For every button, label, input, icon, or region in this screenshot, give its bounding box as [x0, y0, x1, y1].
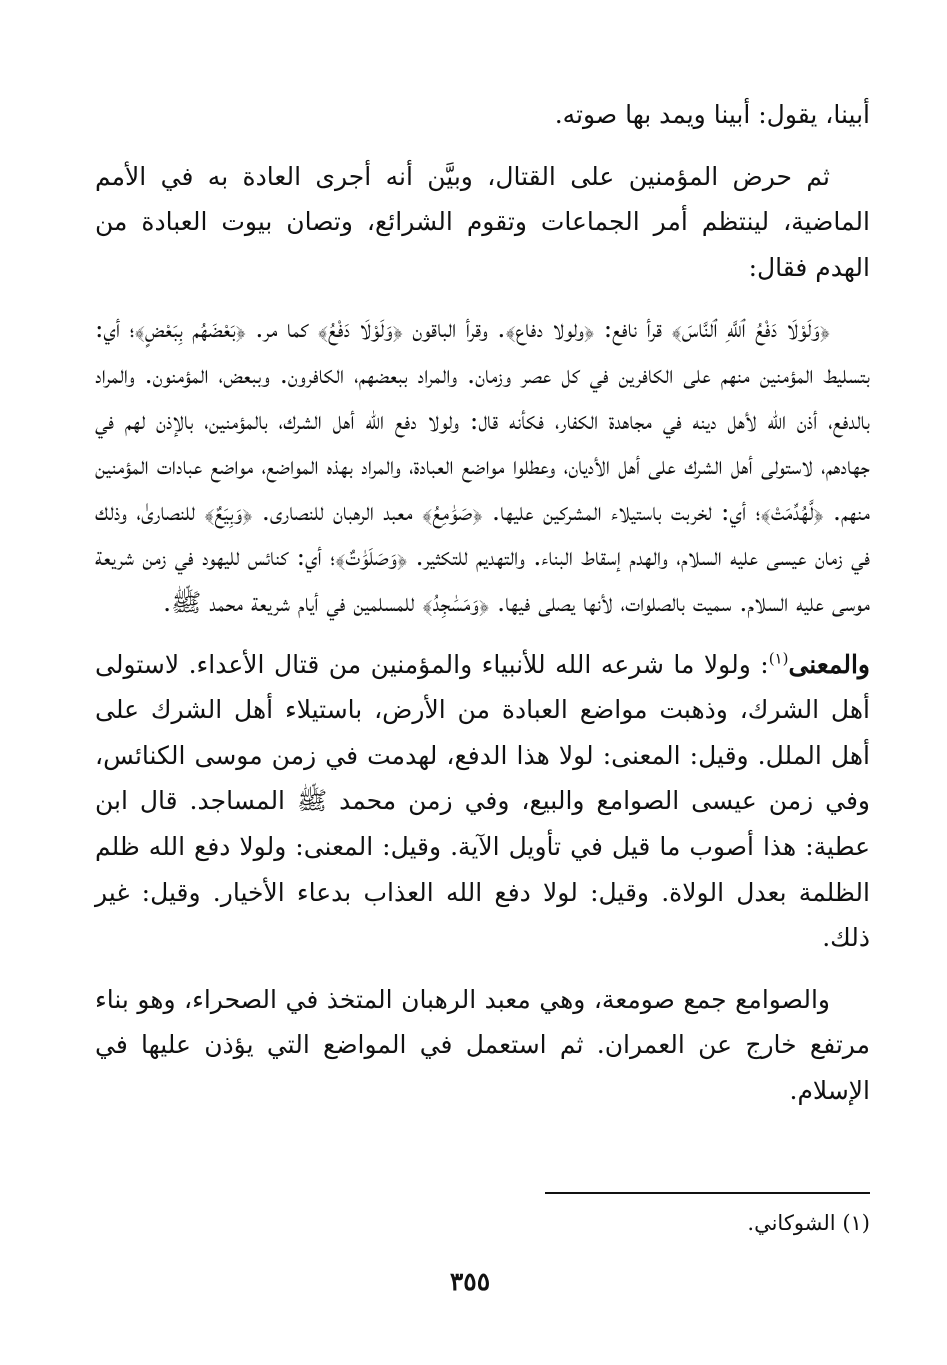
paragraph-4-lead: والمعنى	[788, 649, 870, 679]
paragraph-2: ثم حرض المؤمنين على القتال، وبيَّن أنه أجرى العادة به في الأمم الماضية، لينتظم أمر الجماعات وتقوم الشرائع، وتصان بيوت العبادة من الهدم فقال:	[95, 161, 870, 282]
paragraph-3: ﴿وَلَوْلَا دَفْعُ ٱللَّهِ ٱلنَّاسَ﴾ قرأ نافع: ﴿ولولا دفاع﴾. وقرأ الباقون ﴿وَلَوْلَا دَفْعُ﴾ كما مر. ﴿بَعْضَهُم بِبَعْضٍ﴾؛ أي: بتسليط المؤمنين منهم على الكافرين في كل عصر وزمان. والمراد ببعضهم، الكافرون. وببعض، المؤمنون. والمراد بالدفع، أذن الله لأهل دينه في مجاهدة الكفار، فكأنه قال: ولولا دفع الله أهل الشرك، بالمؤمنين، بالإذن لهم في جهادهم، لاستولى أهل الشرك على أهل الأديان، وعطلوا مواضع العبادة، والمراد بهذه المواضع، مواضع عبادات المؤمنين منهم. ﴿لَّهُدِّمَتْ﴾؛ أي: لخربت باستيلاء المشركين عليها. ﴿صَوَٰمِعُ﴾ معبد الرهبان للنصارى. ﴿وَبِيَعٌ﴾ للنصارىٰ، وذلك في زمان عيسى عليه السلام، والهدم إسقاط البناء. والتهديم للتكثير. ﴿وَصَلَوَٰتٌ﴾؛ أي: كنائس لليهود في زمن شريعة موسى عليه السلام. سميت بالصلوات، لأنها يصلى فيها. ﴿وَمَسَٰجِدُ﴾ للمسلمين في أيام شريعة محمد ﷺ.	[95, 314, 870, 617]
footnote-reference[interactable]: (١)	[768, 649, 789, 668]
footnote-divider	[545, 1192, 870, 1194]
footnote: (١) الشوكاني.	[747, 1211, 870, 1235]
paragraph-5: والصوامع جمع صومعة، وهي معبد الرهبان المتخذ في الصحراء، وهو بناء مرتفع خارج عن العمران. ثم استعمل في المواضع التي يؤذن عليها في الإسلام.	[95, 984, 870, 1105]
paragraph-4-body: : ولولا ما شرعه الله للأنبياء والمؤمنين من قتال الأعداء. لاستولى أهل الشرك، وذهبت مواضع العبادة من الأرض، باستيلاء أهل الشرك على أهل الملل. وقيل: المعنى: لولا هذا الدفع، لهدمت في زمن موسى الكنائس، وفي زمن عيسى الصوامع والبيع، وفي زمن محمد ﷺ المساجد. قال ابن عطية: هذا أصوب ما قيل في تأويل الآية. وقيل: المعنى: ولولا دفع الله ظلم الظلمة بعدل الولاة. وقيل: لولا دفع الله العذاب بدعاء الأخيار. وقيل: غير ذلك.	[95, 649, 870, 953]
main-text	[95, 92, 870, 1113]
paragraph-4	[95, 642, 870, 961]
page-number: ٣٥٥	[449, 1267, 491, 1296]
paragraph-1: أبينا، يقول: أبينا ويمد بها صوته.	[554, 100, 870, 129]
